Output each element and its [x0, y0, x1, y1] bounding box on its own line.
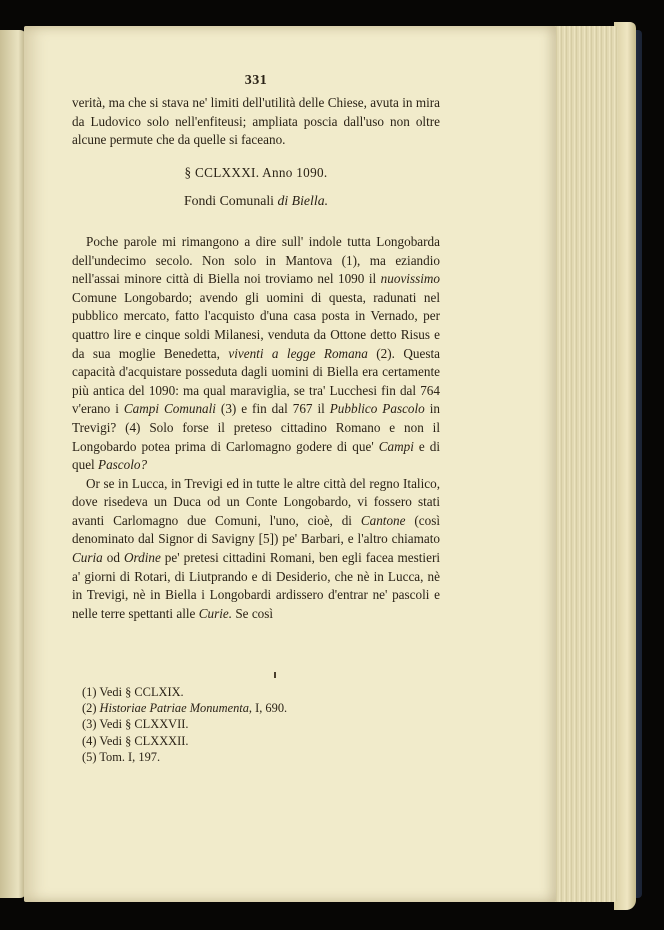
- p2-italic-4: Curie.: [198, 605, 233, 621]
- footnote-3: (3) Vedi § CLXXVII.: [82, 717, 189, 732]
- footnote-2-num: (2): [82, 701, 100, 716]
- p2-italic-3: Ordine: [123, 550, 161, 566]
- paragraph-1: [72, 233, 440, 475]
- p2-text-3: od: [102, 550, 124, 566]
- p1-text-2: Comune Longobardo; avendo gli uomini di questa, radunati nel pubblico mercato, fatto l'acquisto d'una casa posta in Vernado, per quattro lire e cinque soldi Milanesi, venduta da Ottone detto Risus e da sua moglie Benedetta,: [72, 289, 440, 361]
- p1-italic-4: Pubblico Pascolo: [329, 401, 425, 417]
- subtitle-text: Fondi Comunali: [183, 193, 278, 209]
- p1-italic-5: Campi: [378, 438, 414, 454]
- p1-text-3: (2). Questa capacità d'acquistare posseduta dagli uomini di Biella era certamente più antica del 1090: ma qual maraviglia, se tra' Lucchesi fin dal 764 v'erano i: [72, 345, 440, 417]
- page-stack-edges: [548, 26, 618, 902]
- footnote-2-ref: , I, 690.: [248, 701, 288, 716]
- footnote-1: (1) Vedi § CCLXIX.: [82, 685, 184, 699]
- p1-italic-1: nuovissimo: [380, 271, 440, 287]
- subtitle-italic: di Biella.: [277, 193, 329, 209]
- facing-page-edge: [0, 30, 26, 898]
- p1-italic-2: viventi a legge Romana: [228, 345, 368, 361]
- section-heading: § CCLXXXI. Anno 1090.: [184, 164, 328, 180]
- p1-text-5: in Trevigi? (4) Solo forse il preteso cittadino Romano e non il Longobardo potea prima di Carlomagno godere di que': [72, 401, 440, 454]
- p2-text-5: Se così: [232, 605, 274, 621]
- p1-italic-3: Campi Comunali: [123, 401, 216, 417]
- print-mark: [274, 672, 276, 678]
- paragraph-2: [72, 475, 440, 624]
- p1-text-4: (3) e fin dal 767 il: [215, 401, 330, 417]
- footnote-5: (5) Tom. I, 197.: [82, 749, 161, 764]
- page-number: 331: [244, 73, 268, 88]
- p2-italic-1: Cantone: [360, 512, 406, 528]
- p1-italic-6: Pascolo?: [98, 457, 148, 473]
- p2-text-2: (così denominato dal Signor di Savigny [5]) pe' Barbari, e l'altro chiamato: [72, 512, 440, 547]
- footnote-2-title: Historiae Patriae Monumenta: [99, 701, 249, 716]
- section-subtitle: [72, 192, 440, 211]
- p1-text-6: e di quel: [72, 438, 440, 473]
- footnote-2: [82, 700, 382, 716]
- footnotes: [82, 684, 382, 765]
- page-body: [72, 72, 440, 623]
- p2-italic-2: Curia: [72, 550, 103, 566]
- intro-paragraph: verità, ma che si stava ne' limiti dell'utilità delle Chiese, avuta in mira da Ludovico solo nell'enfiteusi; ampliata poscia dall'uso non oltre alcune permute che da quelle si faceano.: [72, 95, 440, 148]
- p2-text-4: pe' pretesi cittadini Romani, ben egli facea mestieri a' giorni di Rotari, di Liutprando e di Desiderio, che nè in Lucca, nè in Trevigi, nè in Biella i Longobardi ardissero d'entrar ne' pascoli e nelle terre spettanti alle: [72, 550, 441, 621]
- p1-text-1: Poche parole mi rimangono a dire sull' indole tutta Longobarda dell'undecimo secolo. Non solo in Mantova (1), ma eziandio nell'assai minore città di Biella noi troviamo nel 1090 il: [72, 233, 440, 287]
- p2-text-1: Or se in Lucca, in Trevigi ed in tutte le altre città del regno Italico, dove risedeva un Duca od un Conte Longobardo, vi fossero stati avanti Carlomagno due Comuni, l'uno, cioè, di: [72, 475, 440, 528]
- footnote-4: (4) Vedi § CLXXXII.: [82, 733, 189, 748]
